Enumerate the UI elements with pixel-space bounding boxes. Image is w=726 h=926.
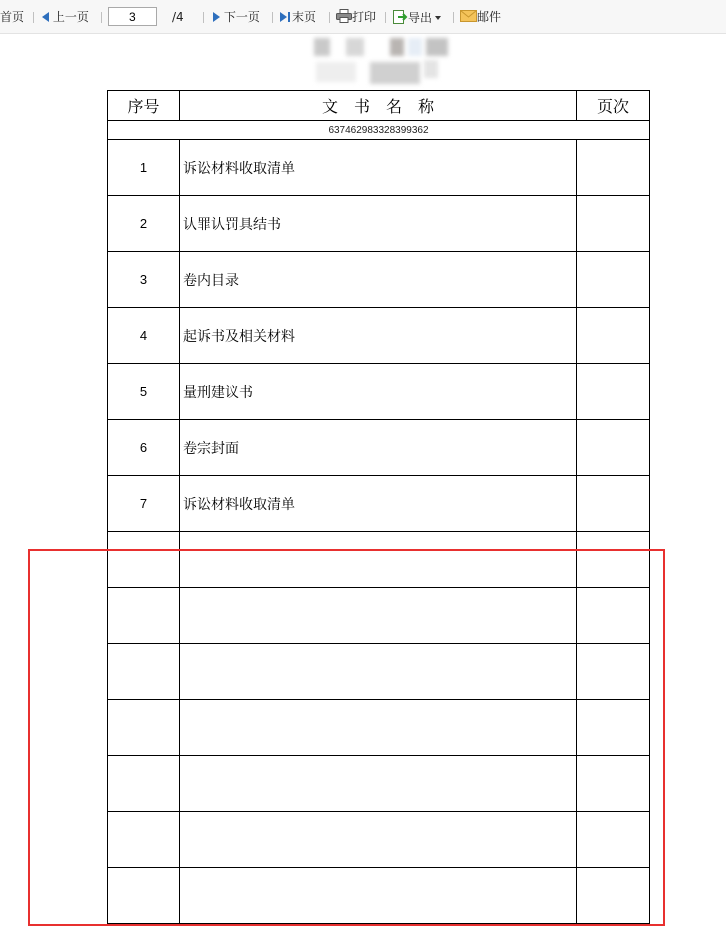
page-total: /4 bbox=[172, 10, 184, 24]
print-button[interactable] bbox=[336, 9, 376, 25]
row-document-name-cell bbox=[180, 532, 577, 588]
table-header bbox=[108, 91, 650, 121]
page-number-input[interactable] bbox=[108, 7, 157, 26]
table-row bbox=[108, 644, 650, 700]
row-document-name-cell bbox=[180, 812, 577, 868]
code-row bbox=[108, 121, 650, 140]
export-button[interactable] bbox=[392, 9, 441, 25]
row-pages-cell bbox=[577, 364, 650, 420]
row-document-name-cell bbox=[180, 868, 577, 924]
row-index-cell bbox=[108, 868, 180, 924]
toolbar-divider bbox=[453, 12, 454, 23]
last-page-button[interactable] bbox=[280, 9, 316, 25]
row-index-cell bbox=[108, 532, 180, 588]
row-pages-cell bbox=[577, 588, 650, 644]
printer-icon bbox=[336, 9, 352, 23]
header-index: 序号 bbox=[108, 91, 180, 121]
table-row bbox=[108, 140, 650, 196]
row-document-name-cell bbox=[180, 644, 577, 700]
first-page-button[interactable] bbox=[0, 9, 24, 25]
toolbar-divider bbox=[101, 12, 102, 23]
row-index-cell: 2 bbox=[108, 196, 180, 252]
row-index-cell bbox=[108, 812, 180, 868]
row-pages-cell bbox=[577, 196, 650, 252]
mail-icon bbox=[460, 10, 477, 22]
row-index-cell: 6 bbox=[108, 420, 180, 476]
next-page-label: 下一页 bbox=[223, 10, 260, 24]
row-document-name-cell: 认罪认罚具结书 bbox=[180, 196, 577, 252]
row-pages-cell bbox=[577, 700, 650, 756]
row-document-name-cell bbox=[180, 756, 577, 812]
row-pages-cell bbox=[577, 420, 650, 476]
row-pages-cell bbox=[577, 308, 650, 364]
row-index-cell: 7 bbox=[108, 476, 180, 532]
prev-page-label: 上一页 bbox=[52, 10, 89, 24]
row-index-cell: 5 bbox=[108, 364, 180, 420]
print-label: 打印 bbox=[352, 10, 377, 24]
table-row bbox=[108, 308, 650, 364]
arrow-left-icon bbox=[42, 12, 49, 22]
mail-label: 邮件 bbox=[477, 10, 502, 24]
row-document-name-cell: 卷内目录 bbox=[180, 252, 577, 308]
last-page-icon bbox=[280, 12, 287, 22]
toolbar-divider bbox=[272, 12, 273, 23]
row-pages-cell bbox=[577, 812, 650, 868]
row-document-name-cell: 起诉书及相关材料 bbox=[180, 308, 577, 364]
row-document-name-cell bbox=[180, 700, 577, 756]
row-index-cell: 4 bbox=[108, 308, 180, 364]
redacted-header-image bbox=[312, 36, 452, 86]
row-index-cell bbox=[108, 644, 180, 700]
arrow-right-icon bbox=[213, 12, 220, 22]
row-index-cell: 1 bbox=[108, 140, 180, 196]
table-row bbox=[108, 756, 650, 812]
export-label: 导出 bbox=[408, 11, 433, 25]
toolbar-divider bbox=[33, 12, 34, 23]
document-code: 637462983328399362 bbox=[108, 121, 650, 140]
row-pages-cell bbox=[577, 252, 650, 308]
table-row bbox=[108, 364, 650, 420]
table-row bbox=[108, 196, 650, 252]
row-pages-cell bbox=[577, 140, 650, 196]
table-row bbox=[108, 476, 650, 532]
row-document-name-cell: 诉讼材料收取清单 bbox=[180, 140, 577, 196]
row-pages-cell bbox=[577, 644, 650, 700]
row-document-name-cell: 卷宗封面 bbox=[180, 420, 577, 476]
toolbar-divider bbox=[385, 12, 386, 23]
toolbar-divider bbox=[329, 12, 330, 23]
table-row bbox=[108, 868, 650, 924]
row-pages-cell bbox=[577, 868, 650, 924]
table-row bbox=[108, 812, 650, 868]
row-document-name-cell bbox=[180, 588, 577, 644]
row-index-cell bbox=[108, 700, 180, 756]
table-row bbox=[108, 700, 650, 756]
next-page-button[interactable] bbox=[213, 9, 260, 25]
table-row bbox=[108, 532, 650, 588]
first-page-label: 首页 bbox=[0, 10, 25, 24]
row-index-cell bbox=[108, 756, 180, 812]
last-page-bar-icon bbox=[288, 12, 290, 22]
header-pages: 页次 bbox=[577, 91, 650, 121]
toolbar-divider bbox=[203, 12, 204, 23]
last-page-label: 末页 bbox=[292, 10, 317, 24]
prev-page-button[interactable] bbox=[42, 9, 89, 25]
row-pages-cell bbox=[577, 756, 650, 812]
export-icon bbox=[392, 9, 408, 25]
table-row bbox=[108, 252, 650, 308]
row-document-name-cell: 诉讼材料收取清单 bbox=[180, 476, 577, 532]
mail-button[interactable] bbox=[460, 9, 501, 25]
row-index-cell: 3 bbox=[108, 252, 180, 308]
table-row bbox=[108, 420, 650, 476]
row-index-cell bbox=[108, 588, 180, 644]
row-pages-cell bbox=[577, 476, 650, 532]
document-index-table bbox=[107, 90, 650, 924]
report-toolbar bbox=[0, 0, 726, 34]
chevron-down-icon bbox=[435, 16, 441, 20]
table-row bbox=[108, 588, 650, 644]
row-document-name-cell: 量刑建议书 bbox=[180, 364, 577, 420]
header-document-name: 文 书 名 称 bbox=[180, 91, 577, 121]
row-pages-cell bbox=[577, 532, 650, 588]
